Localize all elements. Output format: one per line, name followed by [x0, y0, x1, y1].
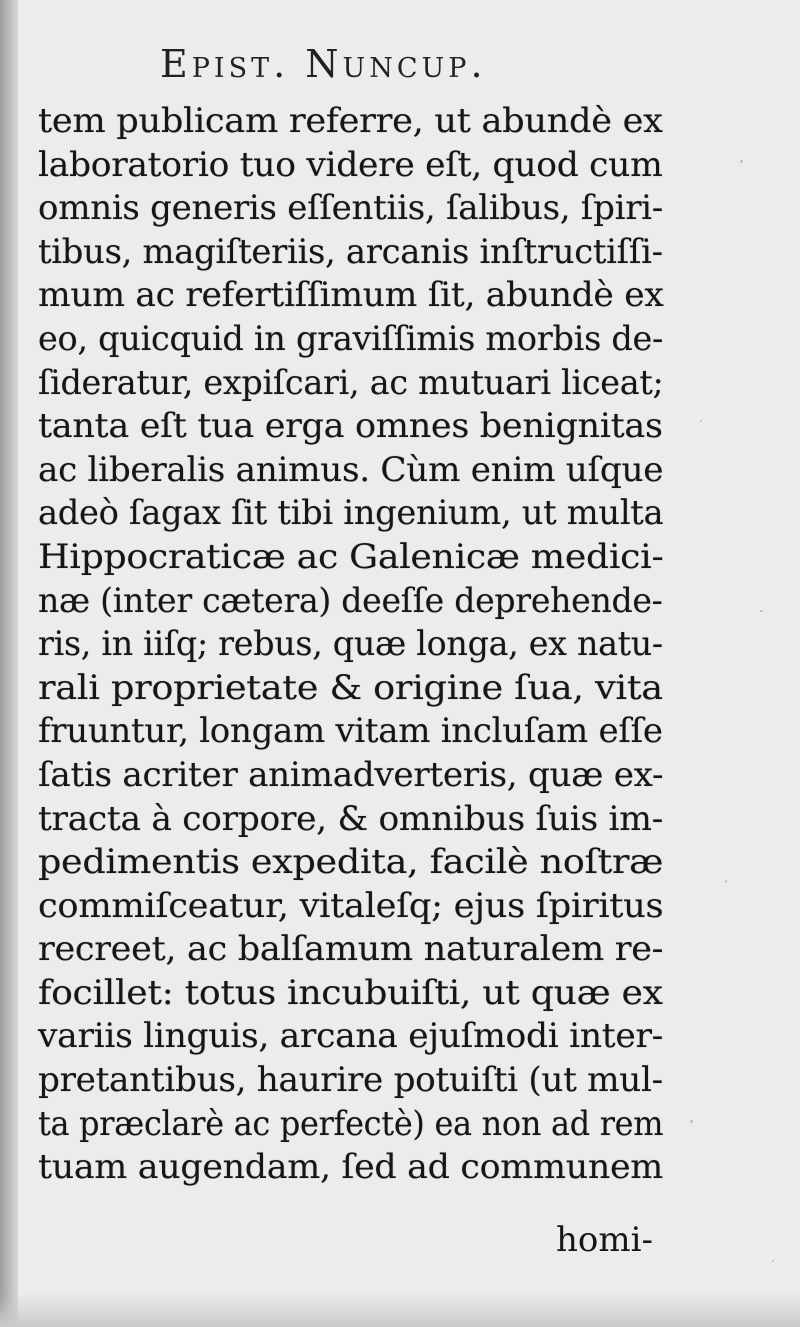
text-line: recreet, ac balſamum naturalem re-: [38, 929, 664, 970]
text-line: næ (inter cætera) deeſſe deprehende-: [38, 580, 663, 621]
text-line: tibus, magiſteriis, arcanis inſtructiſſi-: [38, 231, 663, 272]
text-line: ta præclarè ac perfectè) ea non ad rem: [38, 1103, 664, 1144]
text-line: eo, quicquid in graviſſimis morbis de-: [38, 318, 664, 359]
paper-speck: [700, 420, 702, 422]
text-line: pedimentis expedita, facilè noſtræ: [38, 842, 664, 883]
text-line: Hippocraticæ ac Galenicæ medici-: [38, 536, 664, 577]
text-line: tem publicam referre, ut abundè ex: [38, 101, 663, 141]
text-line: laboratorio tuo videre eſt, quod cum: [38, 144, 663, 185]
text-line: tracta à corpore, & omnibus ſuis im-: [38, 798, 663, 839]
paper-speck: [690, 1120, 693, 1123]
text-line: tanta eſt tua erga omnes benignitas: [38, 406, 663, 447]
text-line: ſideratur, expiſcari, ac mutuari liceat;: [38, 362, 664, 403]
text-line: tuam augendam, ſed ad communem: [38, 1147, 663, 1188]
text-line: mum ac refertiſſimum ſit, abundè ex: [38, 275, 664, 316]
text-line: commiſceatur, vitaleſq; ejus ſpiritus: [38, 885, 664, 926]
text-line: ſatis acriter animadverteris, quæ ex-: [38, 754, 664, 795]
text-line: ac liberalis animus. Cùm enim uſque: [38, 449, 664, 490]
paper-speck: [740, 160, 743, 163]
text-line: rali proprietate & origine ſua, vita: [38, 667, 663, 708]
catchword: homi-: [556, 1220, 653, 1260]
text-line: omnis generis eſſentiis, ſalibus, ſpiri-: [38, 188, 663, 229]
text-line: fruuntur, longam vitam incluſam eſſe: [38, 711, 663, 752]
paper-speck: [772, 1260, 774, 1262]
paper-speck: [760, 610, 763, 612]
text-line: pretantibus, haurire potuiſti (ut mul-: [38, 1060, 663, 1101]
body-text: [38, 100, 668, 1190]
running-title: Epist. Nuncup.: [160, 42, 487, 86]
text-line: variis linguis, arcana ejuſmodi inter-: [38, 1016, 663, 1057]
text-line: focillet: totus incubuiſti, ut quæ ex: [38, 972, 663, 1013]
text-line: adeò ſagax ſit tibi ingenium, ut multa: [38, 493, 664, 534]
text-line: ris, in iiſq; rebus, quæ longa, ex natu-: [38, 624, 663, 665]
page-bottom-shadow: [0, 1293, 800, 1327]
paper-speck: [725, 880, 727, 883]
page-gutter-shadow: [0, 0, 18, 1327]
